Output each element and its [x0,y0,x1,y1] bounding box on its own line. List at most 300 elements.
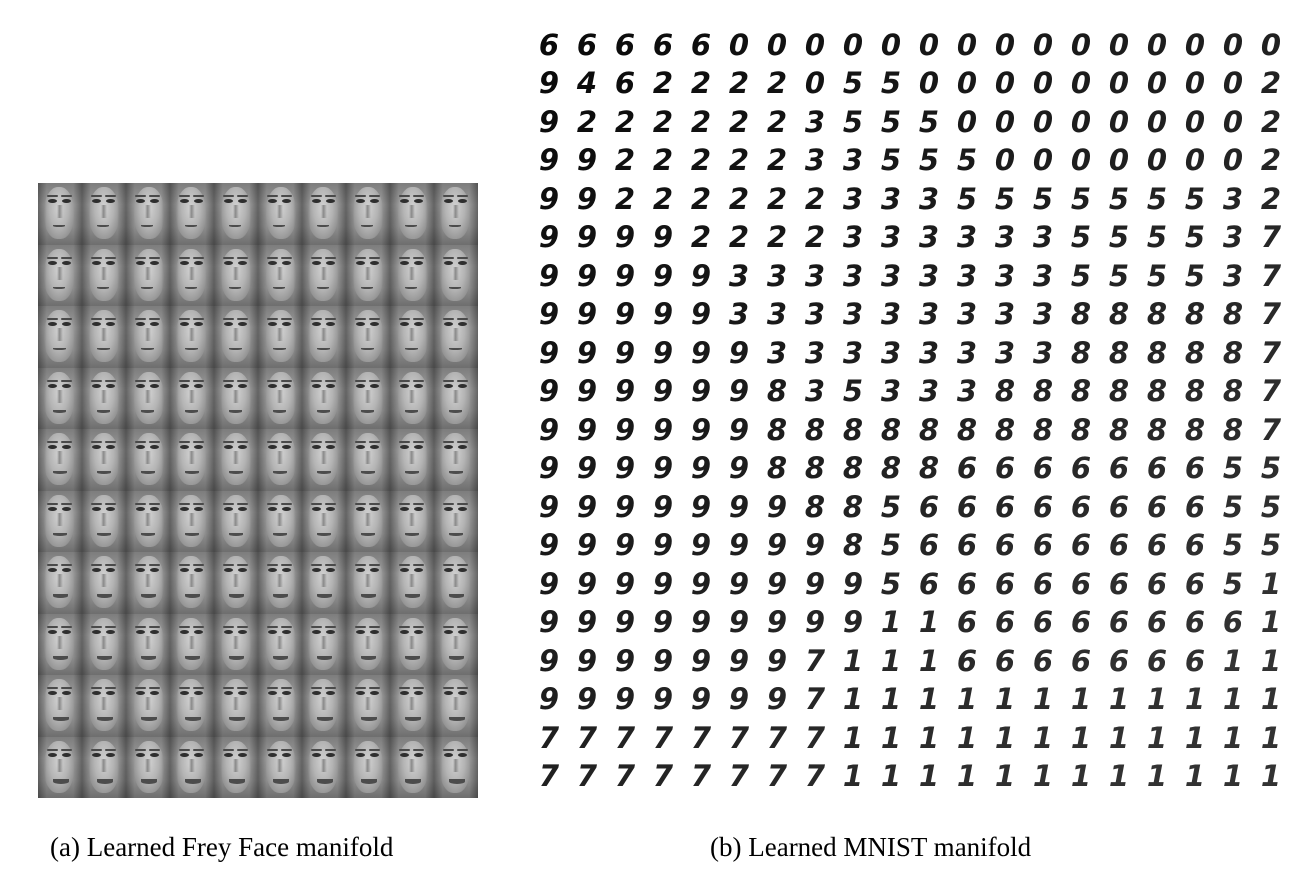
digit-cell: 9 [614,605,636,640]
digit-cell: 9 [690,335,712,370]
digit-cell: 0 [1184,27,1206,62]
digit-cell: 1 [994,682,1016,717]
digit-cell: 0 [1260,27,1282,62]
digit-cell: 3 [956,335,978,370]
digit-cell: 6 [1070,605,1092,640]
digit-cell: 6 [956,528,978,563]
face-cell [38,429,82,491]
digit-cell: 8 [1108,297,1130,332]
digit-cell: 9 [614,374,636,409]
face-cell [390,183,434,245]
digit-cell: 9 [576,335,598,370]
digit-cell: 5 [1260,528,1282,563]
digit-cell: 0 [880,27,902,62]
digit-cell: 0 [1184,143,1206,178]
face-cell [170,183,214,245]
digit-cell: 9 [538,66,560,101]
digit-cell: 3 [842,297,864,332]
face-cell [38,552,82,614]
face-cell [346,245,390,307]
face-cell [434,737,478,799]
digit-cell: 7 [576,720,598,755]
digit-cell: 1 [1146,759,1168,794]
digit-cell: 3 [766,335,788,370]
digit-cell: 0 [1070,27,1092,62]
digit-cell: 5 [956,181,978,216]
digit-cell: 9 [728,528,750,563]
digit-cell: 0 [842,27,864,62]
digit-cell: 3 [956,297,978,332]
face-cell [126,429,170,491]
digit-cell: 0 [1184,66,1206,101]
digit-cell: 0 [956,66,978,101]
digit-cell: 1 [880,643,902,678]
digit-cell: 6 [1184,566,1206,601]
digit-cell: 6 [1032,451,1054,486]
digit-cell: 6 [1032,528,1054,563]
face-cell [346,183,390,245]
digit-cell: 8 [994,374,1016,409]
digit-cell: 7 [690,720,712,755]
digit-cell: 5 [842,374,864,409]
digit-cell: 1 [956,682,978,717]
digit-cell: 3 [1032,297,1054,332]
face-cell [390,552,434,614]
digit-cell: 3 [842,335,864,370]
digit-cell: 8 [994,412,1016,447]
digit-cell: 5 [1070,220,1092,255]
digit-cell: 8 [918,412,940,447]
digit-cell: 2 [652,181,674,216]
digit-cell: 0 [1108,104,1130,139]
digit-cell: 5 [1222,528,1244,563]
face-cell [302,306,346,368]
digit-cell: 9 [804,528,826,563]
digit-cell: 9 [576,643,598,678]
digit-cell: 5 [1184,181,1206,216]
digit-cell: 1 [1070,682,1092,717]
face-cell [434,429,478,491]
digit-cell: 6 [1184,528,1206,563]
digit-cell: 9 [614,682,636,717]
digit-cell: 9 [690,412,712,447]
face-cell [258,368,302,430]
digit-cell: 1 [1222,720,1244,755]
digit-cell: 6 [994,605,1016,640]
face-cell [302,552,346,614]
digit-cell: 1 [880,720,902,755]
digit-cell: 3 [994,297,1016,332]
digit-cell: 7 [614,759,636,794]
face-cell [126,245,170,307]
digit-cell: 5 [880,143,902,178]
digit-cell: 6 [1108,528,1130,563]
digit-cell: 9 [538,566,560,601]
digit-cell: 8 [1184,374,1206,409]
digit-cell: 6 [1070,566,1092,601]
digit-cell: 3 [918,297,940,332]
face-cell [346,552,390,614]
digit-cell: 6 [614,27,636,62]
digit-cell: 2 [728,104,750,139]
digit-cell: 9 [690,682,712,717]
digit-cell: 6 [956,451,978,486]
digit-cell: 9 [690,297,712,332]
digit-cell: 6 [994,528,1016,563]
digit-cell: 3 [918,181,940,216]
digit-cell: 7 [766,720,788,755]
digit-cell: 8 [1146,374,1168,409]
digit-cell: 9 [652,643,674,678]
digit-cell: 9 [538,528,560,563]
digit-cell: 1 [880,605,902,640]
face-cell [82,552,126,614]
face-cell [434,183,478,245]
digit-cell: 2 [690,104,712,139]
digit-cell: 3 [956,374,978,409]
digit-cell: 9 [690,643,712,678]
face-cell [390,368,434,430]
digit-cell: 0 [1070,143,1092,178]
digit-cell: 1 [842,682,864,717]
digit-cell: 7 [538,720,560,755]
face-cell [82,614,126,676]
digit-cell: 1 [842,759,864,794]
face-cell [434,614,478,676]
digit-cell: 5 [1032,181,1054,216]
digit-cell: 5 [1184,258,1206,293]
digit-cell: 7 [1260,412,1282,447]
digit-cell: 0 [956,27,978,62]
digit-cell: 3 [766,258,788,293]
digit-cell: 8 [880,451,902,486]
digit-cell: 7 [1260,258,1282,293]
digit-cell: 1 [1032,682,1054,717]
face-cell [434,675,478,737]
digit-cell: 9 [576,220,598,255]
digit-cell: 3 [880,374,902,409]
digit-cell: 1 [956,759,978,794]
digit-cell: 2 [766,66,788,101]
digit-cell: 0 [956,104,978,139]
digit-cell: 0 [1032,143,1054,178]
face-cell [346,737,390,799]
digit-cell: 7 [804,682,826,717]
digit-cell: 5 [880,566,902,601]
digit-cell: 8 [804,412,826,447]
digit-cell: 0 [1222,27,1244,62]
digit-cell: 1 [956,720,978,755]
digit-cell: 2 [614,143,636,178]
digit-cell: 7 [1260,220,1282,255]
face-cell [82,737,126,799]
digit-cell: 3 [994,335,1016,370]
digit-cell: 9 [728,412,750,447]
digit-cell: 3 [956,258,978,293]
digit-cell: 8 [1184,412,1206,447]
digit-cell: 1 [918,682,940,717]
digit-cell: 0 [918,27,940,62]
digit-cell: 9 [652,297,674,332]
digit-cell: 9 [728,374,750,409]
digit-cell: 9 [614,451,636,486]
digit-cell: 3 [918,335,940,370]
digit-cell: 3 [804,143,826,178]
face-cell [126,368,170,430]
digit-cell: 3 [918,258,940,293]
digit-cell: 0 [1032,27,1054,62]
face-cell [258,737,302,799]
digit-cell: 6 [652,27,674,62]
digit-cell: 3 [842,258,864,293]
face-cell [170,368,214,430]
face-cell [390,245,434,307]
digit-cell: 9 [576,605,598,640]
digit-cell: 8 [842,451,864,486]
digit-cell: 5 [956,143,978,178]
digit-cell: 8 [842,412,864,447]
digit-cell: 2 [728,181,750,216]
digit-cell: 8 [842,489,864,524]
digit-cell: 0 [1070,66,1092,101]
digit-cell: 9 [766,566,788,601]
digit-cell: 1 [1108,682,1130,717]
face-cell [346,675,390,737]
digit-cell: 2 [690,220,712,255]
digit-cell: 9 [538,374,560,409]
digit-cell: 5 [1146,258,1168,293]
digit-cell: 2 [1260,181,1282,216]
digit-cell: 2 [652,66,674,101]
digit-cell: 0 [1108,143,1130,178]
digit-cell: 9 [652,566,674,601]
digit-cell: 0 [804,27,826,62]
digit-cell: 0 [1222,66,1244,101]
digit-cell: 9 [576,489,598,524]
digit-cell: 5 [1222,489,1244,524]
digit-cell: 2 [614,181,636,216]
digit-cell: 1 [1108,720,1130,755]
digit-cell: 8 [766,451,788,486]
face-cell [258,614,302,676]
digit-cell: 6 [918,528,940,563]
digit-cell: 8 [1184,297,1206,332]
digit-cell: 5 [880,104,902,139]
face-cell [390,491,434,553]
face-cell [258,429,302,491]
digit-cell: 1 [1146,682,1168,717]
digit-cell: 4 [576,66,598,101]
digit-cell: 9 [804,566,826,601]
digit-cell: 7 [804,720,826,755]
digit-cell: 6 [1032,566,1054,601]
digit-cell: 2 [690,143,712,178]
digit-cell: 8 [1032,374,1054,409]
face-cell [346,429,390,491]
face-cell [258,306,302,368]
face-cell [346,491,390,553]
digit-cell: 8 [804,451,826,486]
digit-cell: 1 [1184,759,1206,794]
digit-cell: 9 [614,412,636,447]
digit-cell: 7 [766,759,788,794]
digit-cell: 6 [1184,489,1206,524]
digit-cell: 9 [614,335,636,370]
digit-cell: 9 [614,566,636,601]
digit-cell: 9 [576,412,598,447]
digit-cell: 2 [576,104,598,139]
face-cell [390,675,434,737]
digit-cell: 5 [1260,451,1282,486]
digit-cell: 6 [1070,451,1092,486]
face-cell [214,737,258,799]
face-cell [38,675,82,737]
digit-cell: 7 [804,759,826,794]
digit-cell: 6 [918,489,940,524]
digit-cell: 1 [918,720,940,755]
digit-cell: 3 [804,104,826,139]
digit-cell: 8 [1222,374,1244,409]
face-cell [82,675,126,737]
digit-cell: 5 [1070,258,1092,293]
digit-cell: 6 [994,451,1016,486]
digit-cell: 9 [690,566,712,601]
digit-cell: 8 [766,412,788,447]
digit-cell: 9 [766,528,788,563]
digit-cell: 3 [994,258,1016,293]
face-cell [126,491,170,553]
digit-cell: 8 [956,412,978,447]
digit-cell: 0 [1032,66,1054,101]
digit-cell: 7 [728,720,750,755]
digit-cell: 6 [956,489,978,524]
digit-cell: 9 [576,374,598,409]
face-cell [82,306,126,368]
face-cell [302,429,346,491]
digit-cell: 5 [842,66,864,101]
digit-cell: 6 [538,27,560,62]
face-cell [38,368,82,430]
digit-cell: 9 [576,258,598,293]
face-cell [258,675,302,737]
digit-cell: 2 [766,104,788,139]
digit-cell: 9 [538,104,560,139]
digit-cell: 6 [918,566,940,601]
face-cell [170,245,214,307]
digit-cell: 8 [1108,374,1130,409]
digit-cell: 9 [728,682,750,717]
digit-cell: 8 [1070,412,1092,447]
digit-cell: 9 [576,451,598,486]
digit-cell: 8 [1222,335,1244,370]
digit-cell: 6 [1146,451,1168,486]
digit-cell: 1 [1108,759,1130,794]
digit-cell: 9 [538,451,560,486]
digit-cell: 0 [1146,66,1168,101]
face-cell [214,306,258,368]
digit-cell: 7 [652,759,674,794]
face-cell [214,245,258,307]
digit-cell: 3 [804,335,826,370]
face-cell [126,675,170,737]
digit-cell: 6 [994,643,1016,678]
digit-cell: 1 [918,643,940,678]
digit-cell: 1 [1260,682,1282,717]
digit-cell: 5 [1146,181,1168,216]
digit-cell: 6 [956,643,978,678]
digit-cell: 9 [728,489,750,524]
digit-cell: 1 [1260,643,1282,678]
face-cell [346,614,390,676]
digit-cell: 2 [652,143,674,178]
digit-cell: 5 [842,104,864,139]
digit-cell: 9 [652,412,674,447]
digit-cell: 9 [614,297,636,332]
digit-cell: 1 [994,720,1016,755]
digit-cell: 6 [1184,643,1206,678]
digit-cell: 1 [1184,720,1206,755]
digit-cell: 6 [1108,566,1130,601]
face-cell [170,675,214,737]
digit-cell: 3 [956,220,978,255]
digit-cell: 9 [652,258,674,293]
digit-cell: 5 [1108,220,1130,255]
digit-cell: 5 [918,143,940,178]
digit-cell: 7 [538,759,560,794]
digit-cell: 3 [842,143,864,178]
digit-cell: 9 [538,489,560,524]
digit-cell: 1 [1032,759,1054,794]
face-cell [390,429,434,491]
digit-cell: 5 [1146,220,1168,255]
digit-cell: 9 [538,643,560,678]
digit-cell: 1 [1222,682,1244,717]
digit-cell: 8 [918,451,940,486]
digit-cell: 1 [994,759,1016,794]
digit-cell: 1 [880,759,902,794]
digit-cell: 9 [766,489,788,524]
face-cell [302,675,346,737]
digit-cell: 2 [614,104,636,139]
digit-cell: 1 [1260,720,1282,755]
digit-cell: 1 [1032,720,1054,755]
digit-cell: 6 [1108,451,1130,486]
digit-cell: 6 [956,566,978,601]
digit-cell: 1 [1070,720,1092,755]
digit-cell: 1 [1222,643,1244,678]
face-cell [214,614,258,676]
digit-cell: 3 [804,258,826,293]
digit-cell: 2 [652,104,674,139]
digit-cell: 0 [1032,104,1054,139]
face-cell [390,306,434,368]
digit-cell: 5 [1222,451,1244,486]
digit-cell: 9 [652,528,674,563]
digit-cell: 5 [880,528,902,563]
digit-cell: 8 [1146,412,1168,447]
digit-cell: 8 [1032,412,1054,447]
face-cell [38,245,82,307]
digit-cell: 8 [1108,412,1130,447]
digit-cell: 9 [538,220,560,255]
digit-cell: 6 [1032,489,1054,524]
digit-cell: 6 [1070,489,1092,524]
digit-cell: 0 [804,66,826,101]
digit-cell: 9 [538,605,560,640]
digit-cell: 7 [1260,297,1282,332]
digit-cell: 1 [880,682,902,717]
digit-cell: 7 [614,720,636,755]
